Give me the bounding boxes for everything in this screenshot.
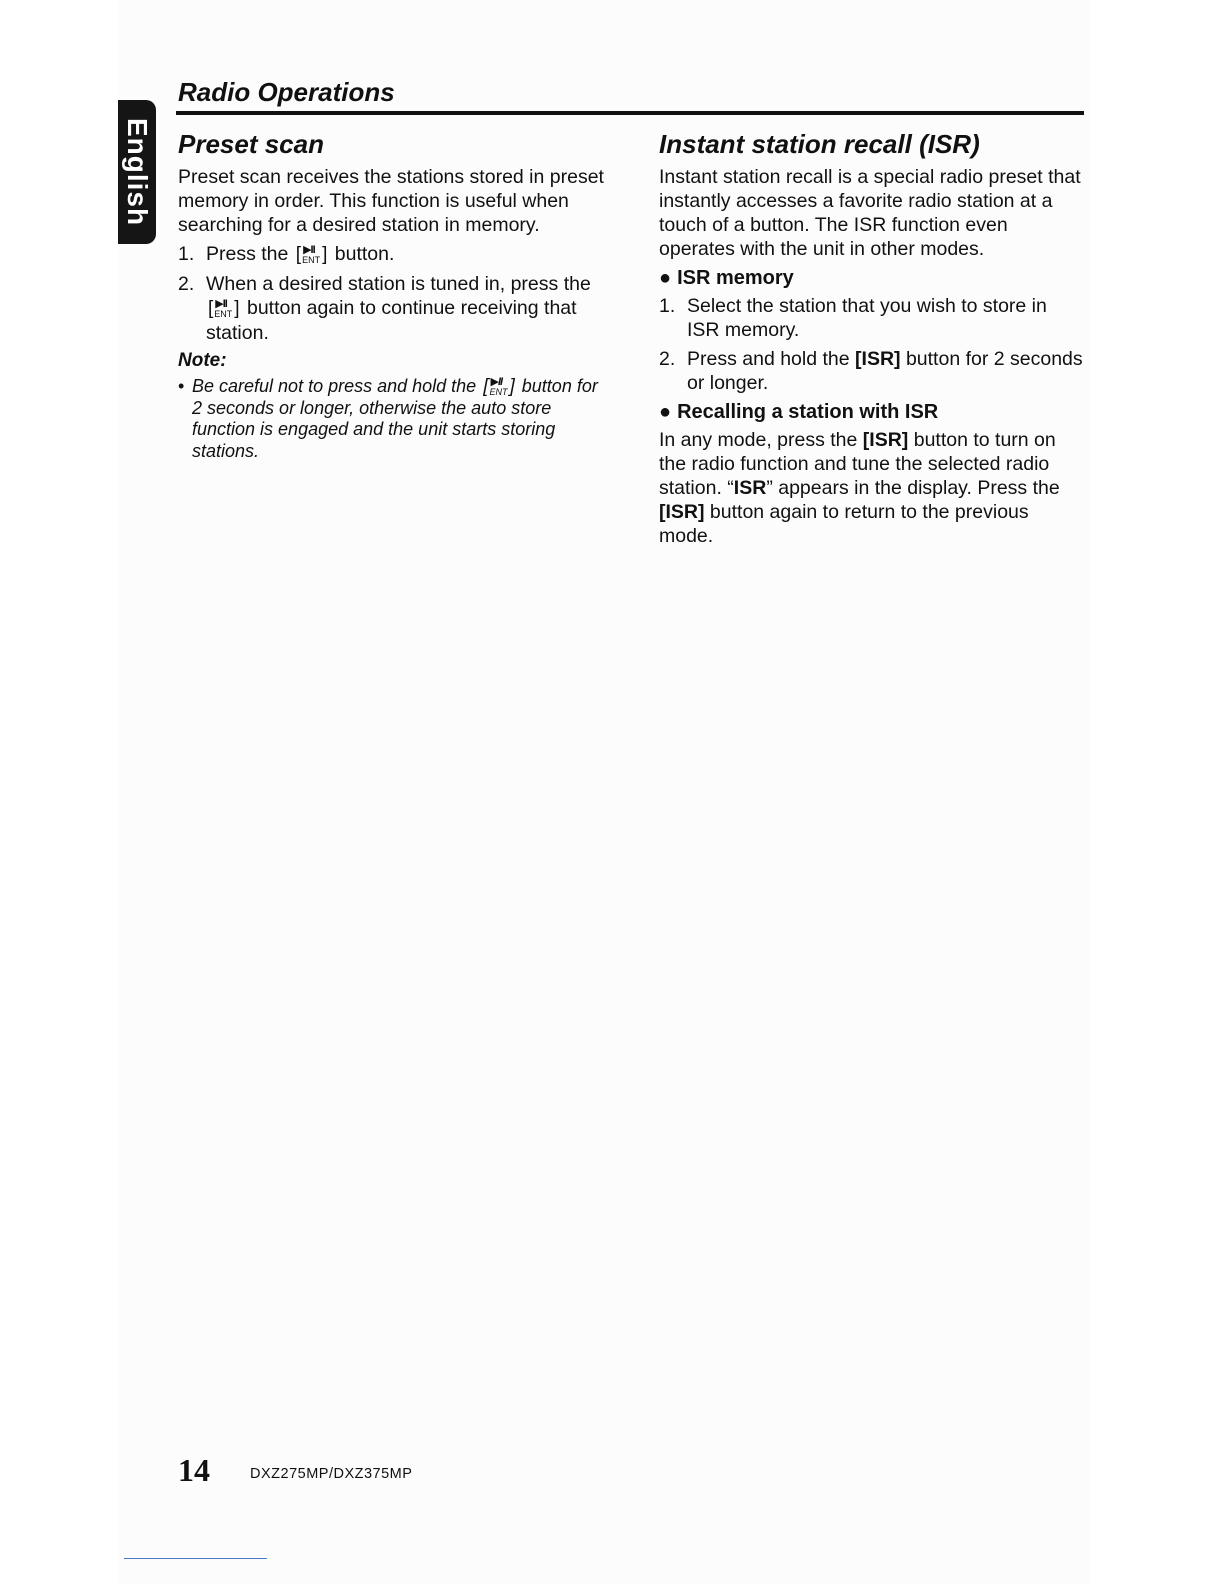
- play-pause-ent-button-icon: [ ▶II ENT ]: [208, 298, 240, 319]
- section-header-title: Radio Operations: [178, 77, 395, 107]
- isr-memory-step-1: [659, 294, 1084, 342]
- step-text-before: Press and hold the: [687, 348, 850, 370]
- step-number: 1.: [659, 295, 676, 317]
- isr-key-label: [ISR]: [862, 429, 909, 451]
- bottom-line: [124, 1558, 267, 1559]
- isr-key-label: [ISR]: [855, 348, 901, 370]
- step-number: 2.: [659, 348, 676, 370]
- step-text-after: button for 2 seconds or longer.: [687, 348, 1083, 394]
- isr-memory-steps: [659, 294, 1084, 395]
- note-title: Note:: [178, 350, 227, 371]
- header-rule: [176, 111, 1084, 115]
- step-text-before: When a desired station is tuned in, press the: [206, 273, 591, 295]
- preset-scan-intro: Preset scan receives the stations stored in preset memory in order. This function is useful when searching for a desired station in memory.: [178, 166, 604, 236]
- isr-key-label: [ISR]: [659, 501, 705, 523]
- language-tab-label: English: [122, 117, 153, 227]
- language-tab: [118, 100, 156, 244]
- note-text-after: button for 2 seconds or longer, otherwise the auto store function is engaged and the unit starts storing stations.: [192, 376, 598, 461]
- preset-scan-step-1: [178, 242, 608, 267]
- isr-column: [659, 128, 1084, 548]
- preset-scan-steps: [178, 242, 608, 345]
- note-bullet: •: [178, 376, 185, 396]
- note-item: [178, 376, 608, 462]
- preset-scan-column: [178, 128, 608, 462]
- isr-recall-heading: ● Recalling a station with ISR: [659, 401, 939, 423]
- isr-memory-step-2: [659, 347, 1084, 395]
- isr-key-label: ISR: [733, 477, 767, 499]
- step-text: Select the station that you wish to store in ISR memory.: [687, 295, 1047, 341]
- step-text-after: button again to continue receiving that station.: [206, 297, 577, 344]
- preset-scan-step-2: [178, 272, 608, 345]
- note-list: [178, 376, 608, 462]
- step-number: 2.: [178, 273, 195, 295]
- isr-memory-heading: ● ISR memory: [659, 267, 794, 289]
- play-pause-ent-button-icon: [ ▶II ENT ]: [483, 375, 515, 397]
- isr-intro: Instant station recall is a special radio preset that instantly accesses a favorite radio station at a touch of a button. The ISR function even operates with the unit in other modes.: [659, 166, 1081, 260]
- note-text-before: Be careful not to press and hold the: [192, 376, 477, 396]
- bullet-dot-icon: ●: [659, 267, 672, 289]
- isr-heading: Instant station recall (ISR): [659, 129, 980, 159]
- step-text-after: button.: [334, 243, 395, 265]
- page-number: 14: [178, 1452, 210, 1488]
- step-text-before: Press the: [206, 243, 289, 265]
- model-number: DXZ275MP/DXZ375MP: [250, 1466, 413, 1482]
- isr-recall-text: In any mode, press the [ISR] button to turn on the radio function and tune the selected radio station. “ISR” appears in the display. Press the [ISR] button again to return to the previous mode.: [659, 429, 1060, 547]
- bullet-dot-icon: ●: [659, 401, 672, 423]
- step-number: 1.: [178, 243, 195, 265]
- play-pause-ent-button-icon: [ ▶II ENT ]: [295, 244, 328, 265]
- preset-scan-heading: Preset scan: [178, 129, 324, 159]
